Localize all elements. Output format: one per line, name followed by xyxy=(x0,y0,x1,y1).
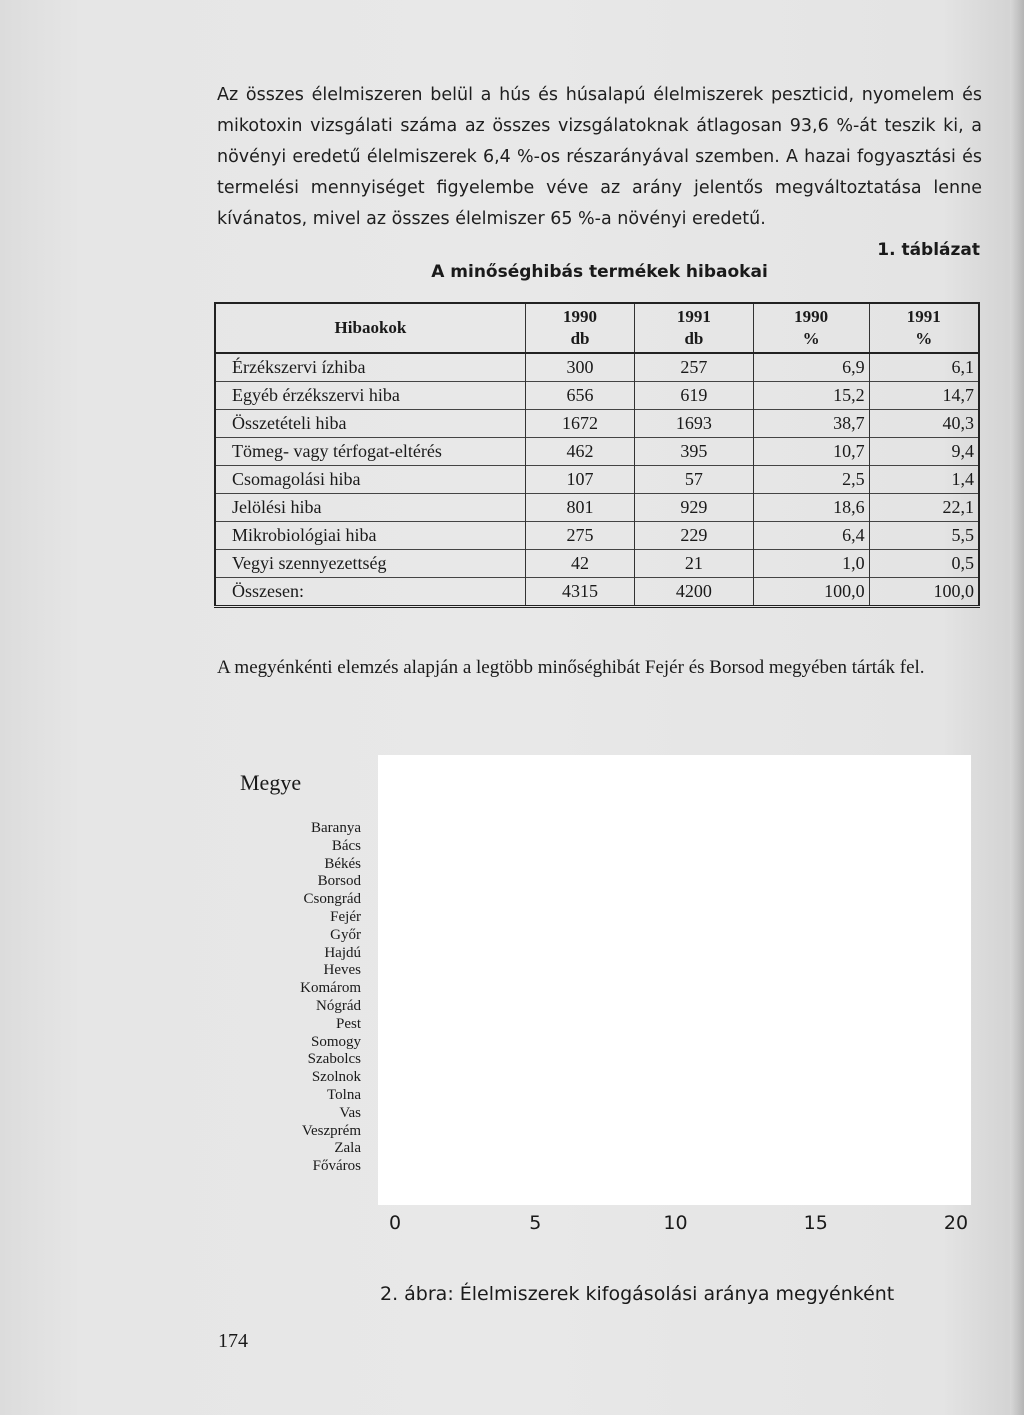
table-total-row xyxy=(215,578,979,607)
cell-cause: Összetételi hiba xyxy=(215,410,525,438)
table-row xyxy=(215,438,979,466)
cell-1990-percent: 100,0 xyxy=(753,578,869,607)
x-tick-label: 15 xyxy=(803,1212,828,1234)
cell-1991-percent: 1,4 xyxy=(869,466,979,494)
cell-1991-db: 21 xyxy=(635,550,754,578)
county-tick-label: Fejér xyxy=(330,908,361,925)
county-tick-label: Borsod xyxy=(317,873,361,890)
header-year: 1991 xyxy=(906,307,941,326)
header-1991-db xyxy=(635,303,754,353)
county-tick-label: Heves xyxy=(323,962,361,979)
cell-cause: Tömeg- vagy térfogat-eltérés xyxy=(215,438,525,466)
county-tick-label: Zala xyxy=(334,1140,361,1157)
cell-1990-db: 462 xyxy=(525,438,634,466)
cell-1990-db: 801 xyxy=(525,494,634,522)
table-row xyxy=(215,410,979,438)
cell-1990-db: 275 xyxy=(525,522,634,550)
county-tick-label: Szolnok xyxy=(311,1069,361,1086)
figure-caption: 2. ábra: Élelmiszerek kifogásolási aránya megyénként xyxy=(380,1283,895,1305)
cell-1991-percent: 6,1 xyxy=(869,353,979,382)
page-number: 174 xyxy=(218,1330,248,1352)
cell-1991-percent: 14,7 xyxy=(869,382,979,410)
x-tick-label: 20 xyxy=(943,1212,969,1234)
county-tick-label: Tolna xyxy=(327,1086,361,1103)
cell-cause: Mikrobiológiai hiba xyxy=(215,522,525,550)
county-tick-label: Győr xyxy=(330,926,361,943)
table-header-row xyxy=(215,303,979,353)
county-tick-label: Somogy xyxy=(310,1033,361,1050)
cell-1990-percent: 38,7 xyxy=(753,410,869,438)
county-tick-label: Veszprém xyxy=(301,1122,361,1139)
county-tick-label: Békés xyxy=(324,855,361,872)
cell-1990-percent: 6,4 xyxy=(753,522,869,550)
cell-1991-percent: 100,0 xyxy=(869,578,979,607)
cell-1991-db: 4200 xyxy=(635,578,754,607)
cell-1990-percent: 2,5 xyxy=(753,466,869,494)
cell-1990-percent: 10,7 xyxy=(753,438,869,466)
header-unit: % xyxy=(802,329,820,348)
table-row xyxy=(215,522,979,550)
header-year: 1990 xyxy=(794,307,829,326)
county-tick-label: Csongrád xyxy=(303,891,361,908)
cell-1990-db: 300 xyxy=(525,353,634,382)
county-tick-label: Nógrád xyxy=(316,997,361,1014)
cell-1990-db: 4315 xyxy=(525,578,634,607)
table-number-label: 1. táblázat xyxy=(877,240,980,260)
cell-1991-db: 57 xyxy=(635,466,754,494)
intro-paragraph: Az összes élelmiszeren belül a hús és húsalapú élelmiszerek peszticid, nyomelem és mikotoxin vizsgálati száma az összes vizsgálatoknak átlagosan 93,6 %-át teszik ki, a növényi eredetű élelmiszerek 6,4 %-os részarányával szemben. A hazai fogyasztási és termelési mennyiséget figyelembe véve az arány jelentős megváltoztatása lenne kívánatos, mivel az összes élelmiszer 65 %-a növényi eredetű. xyxy=(217,85,982,229)
table-row xyxy=(215,382,979,410)
cell-cause: Vegyi szennyezettség xyxy=(215,550,525,578)
cell-1990-percent: 15,2 xyxy=(753,382,869,410)
cell-1990-percent: 18,6 xyxy=(753,494,869,522)
cell-cause: Érzékszervi ízhiba xyxy=(215,353,525,382)
cell-1991-percent: 22,1 xyxy=(869,494,979,522)
header-1990-percent xyxy=(753,303,869,353)
header-1991-percent xyxy=(869,303,979,353)
county-tick-label: Pest xyxy=(335,1015,361,1032)
header-unit: db xyxy=(684,329,704,348)
x-tick-label: 0 xyxy=(388,1212,402,1234)
chart-axis-label-megye: Megye xyxy=(240,770,302,795)
cell-1991-percent: 9,4 xyxy=(869,438,979,466)
cell-cause: Összesen: xyxy=(215,578,525,607)
cell-1991-db: 1693 xyxy=(635,410,754,438)
cell-1991-db: 229 xyxy=(635,522,754,550)
header-unit: % xyxy=(915,329,933,348)
cell-1991-db: 395 xyxy=(635,438,754,466)
cell-1991-percent: 0,5 xyxy=(869,550,979,578)
page-edge-shadow xyxy=(1010,0,1024,1415)
header-year: 1990 xyxy=(563,307,598,326)
cell-cause: Egyéb érzékszervi hiba xyxy=(215,382,525,410)
chart-plot-area-blank xyxy=(378,755,971,1205)
chart-x-axis xyxy=(378,1212,978,1242)
cell-1991-percent: 5,5 xyxy=(869,522,979,550)
cell-1990-db: 107 xyxy=(525,466,634,494)
cell-1990-db: 656 xyxy=(525,382,634,410)
header-1990-db xyxy=(525,303,634,353)
county-tick-label: Komárom xyxy=(300,980,361,997)
table-row xyxy=(215,494,979,522)
cell-1990-db: 42 xyxy=(525,550,634,578)
chart-county-labels xyxy=(300,820,361,1176)
cell-1991-db: 257 xyxy=(635,353,754,382)
cell-1991-percent: 40,3 xyxy=(869,410,979,438)
county-tick-label: Baranya xyxy=(311,820,361,836)
county-tick-label: Főváros xyxy=(312,1158,361,1175)
x-tick-label: 5 xyxy=(529,1212,542,1234)
header-year: 1991 xyxy=(676,307,711,326)
cell-cause: Csomagolási hiba xyxy=(215,466,525,494)
cell-1990-percent: 6,9 xyxy=(753,353,869,382)
header-unit: db xyxy=(570,329,590,348)
county-tick-label: Vas xyxy=(339,1104,361,1121)
county-tick-label: Bács xyxy=(331,837,361,854)
county-tick-label: Hajdú xyxy=(324,944,361,961)
second-paragraph: A megyénkénti elemzés alapján a legtöbb minőséghibát Fejér és Borsod megyében tárták fel. xyxy=(217,657,925,678)
cell-1990-percent: 1,0 xyxy=(753,550,869,578)
cell-cause: Jelölési hiba xyxy=(215,494,525,522)
table-row xyxy=(215,550,979,578)
cell-1991-db: 929 xyxy=(635,494,754,522)
table-title: A minőséghibás termékek hibaokai xyxy=(431,262,768,282)
table-row xyxy=(215,353,979,382)
header-hibaokok: Hibaokok xyxy=(215,303,525,353)
table-row xyxy=(215,466,979,494)
cell-1990-db: 1672 xyxy=(525,410,634,438)
county-tick-label: Szabolcs xyxy=(307,1051,361,1068)
defect-causes-table xyxy=(214,302,980,608)
x-tick-label: 10 xyxy=(663,1212,688,1234)
cell-1991-db: 619 xyxy=(635,382,754,410)
